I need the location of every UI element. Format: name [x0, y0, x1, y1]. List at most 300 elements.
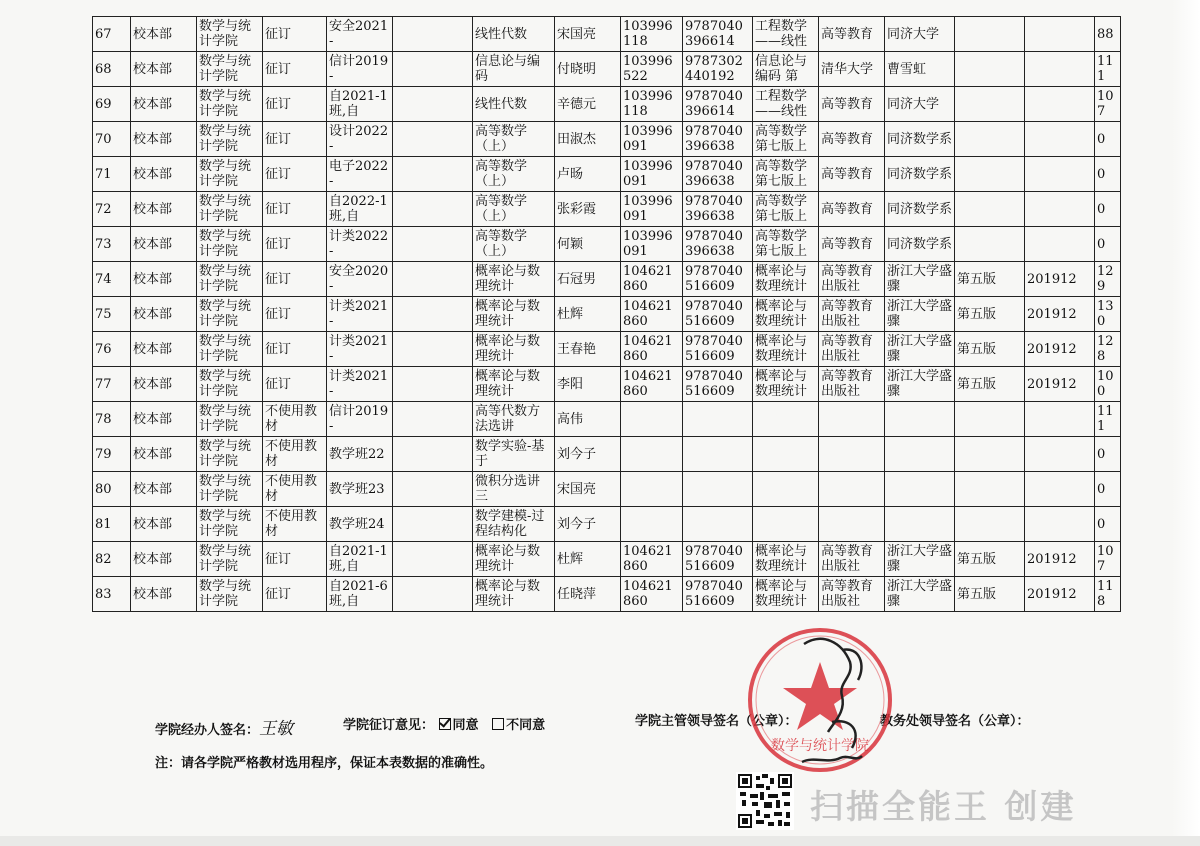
- cell-class: 自2021-6班,自: [327, 577, 393, 612]
- cell-no: 74: [93, 262, 131, 297]
- cell-isbn: 9787040516609: [683, 367, 753, 402]
- table-row: [93, 297, 1121, 332]
- cell-isbn: [683, 507, 753, 542]
- cell-campus: 校本部: [131, 87, 197, 122]
- opinion-label: 学院征订意见：: [343, 718, 435, 733]
- cell-status: 征订: [263, 52, 327, 87]
- cell-course: 线性代数: [473, 17, 555, 52]
- cell-author: 浙江大学盛骤: [885, 367, 955, 402]
- cell-author: 浙江大学盛骤: [885, 542, 955, 577]
- cell-edition: [955, 507, 1025, 542]
- cell-empty: [393, 297, 473, 332]
- cell-class: 安全2021-: [327, 17, 393, 52]
- cell-publisher: 高等教育出版社: [819, 577, 885, 612]
- cell-no: 79: [93, 437, 131, 472]
- cell-edition: 第五版: [955, 367, 1025, 402]
- cell-qty: 0: [1095, 507, 1121, 542]
- cell-author: 浙江大学盛骤: [885, 297, 955, 332]
- cell-status: 征订: [263, 157, 327, 192]
- cell-isbn: 9787040396638: [683, 227, 753, 262]
- cell-no: 77: [93, 367, 131, 402]
- cell-college: 数学与统计学院: [197, 157, 263, 192]
- cell-teacher: 刘今子: [555, 437, 621, 472]
- cell-teacher: 石冠男: [555, 262, 621, 297]
- disagree-checkbox[interactable]: [492, 718, 504, 730]
- cell-campus: 校本部: [131, 262, 197, 297]
- cell-college: 数学与统计学院: [197, 472, 263, 507]
- cell-book: 概率论与数理统计: [753, 367, 819, 402]
- cell-status: 不使用教材: [263, 472, 327, 507]
- cell-college: 数学与统计学院: [197, 507, 263, 542]
- cell-no: 71: [93, 157, 131, 192]
- cell-campus: 校本部: [131, 437, 197, 472]
- cell-no: 82: [93, 542, 131, 577]
- cell-date: [1025, 52, 1095, 87]
- cell-course: 数学建模-过程结构化: [473, 507, 555, 542]
- cell-status: 征订: [263, 122, 327, 157]
- handler-signature: 王敏: [259, 719, 294, 739]
- cell-qty: 88: [1095, 17, 1121, 52]
- cell-college: 数学与统计学院: [197, 577, 263, 612]
- cell-publisher: 清华大学: [819, 52, 885, 87]
- cell-edition: [955, 437, 1025, 472]
- cell-date: [1025, 122, 1095, 157]
- cell-class: 安全2020-: [327, 262, 393, 297]
- cell-college: 数学与统计学院: [197, 437, 263, 472]
- cell-teacher: 刘今子: [555, 507, 621, 542]
- cell-empty: [393, 437, 473, 472]
- cell-book: 信息论与编码 第: [753, 52, 819, 87]
- cell-isbn: 9787040516609: [683, 262, 753, 297]
- cell-college: 数学与统计学院: [197, 542, 263, 577]
- cell-author: [885, 507, 955, 542]
- cell-campus: 校本部: [131, 192, 197, 227]
- cell-status: 不使用教材: [263, 402, 327, 437]
- cell-author: [885, 437, 955, 472]
- cell-campus: 校本部: [131, 122, 197, 157]
- cell-course: 概率论与数理统计: [473, 297, 555, 332]
- cell-empty: [393, 87, 473, 122]
- cell-status: 征订: [263, 297, 327, 332]
- cell-isbn: 9787040396638: [683, 122, 753, 157]
- cell-code: 103996118: [621, 17, 683, 52]
- cell-no: 68: [93, 52, 131, 87]
- cell-course: 数学实验-基于: [473, 437, 555, 472]
- cell-author: 同济数学系: [885, 157, 955, 192]
- cell-book: 概率论与数理统计: [753, 297, 819, 332]
- cell-empty: [393, 367, 473, 402]
- star-icon: [783, 662, 857, 730]
- cell-code: 104621860: [621, 367, 683, 402]
- cell-date: 201912: [1025, 332, 1095, 367]
- cell-empty: [393, 262, 473, 297]
- cell-code: 103996091: [621, 157, 683, 192]
- cell-isbn: 9787040396614: [683, 87, 753, 122]
- cell-book: 工程数学——线性: [753, 17, 819, 52]
- cell-qty: 0: [1095, 227, 1121, 262]
- cell-teacher: 高伟: [555, 402, 621, 437]
- cell-author: 同济大学: [885, 17, 955, 52]
- cell-empty: [393, 122, 473, 157]
- cell-author: 同济数学系: [885, 192, 955, 227]
- cell-no: 83: [93, 577, 131, 612]
- cell-publisher: 高等教育: [819, 227, 885, 262]
- cell-course: 线性代数: [473, 87, 555, 122]
- cell-class: 教学班24: [327, 507, 393, 542]
- cell-class: 信计2019-: [327, 52, 393, 87]
- cell-publisher: [819, 507, 885, 542]
- cell-campus: 校本部: [131, 17, 197, 52]
- cell-author: 浙江大学盛骤: [885, 262, 955, 297]
- cell-isbn: 9787040516609: [683, 297, 753, 332]
- cell-edition: 第五版: [955, 262, 1025, 297]
- cell-author: 曹雪虹: [885, 52, 955, 87]
- cell-qty: 0: [1095, 157, 1121, 192]
- cell-college: 数学与统计学院: [197, 52, 263, 87]
- cell-book: [753, 507, 819, 542]
- table-row: [93, 332, 1121, 367]
- cell-status: 征订: [263, 262, 327, 297]
- disagree-label: 不同意: [506, 718, 546, 733]
- cell-college: 数学与统计学院: [197, 227, 263, 262]
- cell-status: 征订: [263, 192, 327, 227]
- cell-campus: 校本部: [131, 157, 197, 192]
- cell-isbn: 9787040516609: [683, 542, 753, 577]
- cell-status: 征订: [263, 542, 327, 577]
- cell-empty: [393, 227, 473, 262]
- cell-teacher: 王春艳: [555, 332, 621, 367]
- cell-empty: [393, 52, 473, 87]
- table-body: [93, 17, 1121, 612]
- cell-class: 信计2019-: [327, 402, 393, 437]
- cell-qty: 107: [1095, 87, 1121, 122]
- cell-date: [1025, 402, 1095, 437]
- table-row: [93, 87, 1121, 122]
- cell-teacher: 辛德元: [555, 87, 621, 122]
- page-bottom-edge: [0, 836, 1200, 846]
- cell-edition: 第五版: [955, 577, 1025, 612]
- cell-class: 计类2021-: [327, 332, 393, 367]
- cell-publisher: 高等教育出版社: [819, 332, 885, 367]
- cell-campus: 校本部: [131, 577, 197, 612]
- cell-status: 不使用教材: [263, 437, 327, 472]
- cell-college: 数学与统计学院: [197, 87, 263, 122]
- cell-course: 概率论与数理统计: [473, 367, 555, 402]
- cell-qty: 100: [1095, 367, 1121, 402]
- table-row: [93, 157, 1121, 192]
- cell-date: 201912: [1025, 577, 1095, 612]
- cell-class: 电子2022-: [327, 157, 393, 192]
- qr-code-icon: [736, 772, 794, 830]
- cell-campus: 校本部: [131, 227, 197, 262]
- cell-empty: [393, 402, 473, 437]
- table-row: [93, 262, 1121, 297]
- cell-empty: [393, 472, 473, 507]
- cell-college: 数学与统计学院: [197, 122, 263, 157]
- cell-author: [885, 472, 955, 507]
- cell-date: 201912: [1025, 297, 1095, 332]
- cell-publisher: [819, 437, 885, 472]
- cell-teacher: 张彩霞: [555, 192, 621, 227]
- cell-book: 工程数学——线性: [753, 87, 819, 122]
- cell-isbn: 9787302440192: [683, 52, 753, 87]
- cell-publisher: 高等教育出版社: [819, 367, 885, 402]
- cell-teacher: 杜辉: [555, 542, 621, 577]
- cell-no: 70: [93, 122, 131, 157]
- cell-date: [1025, 192, 1095, 227]
- cell-no: 69: [93, 87, 131, 122]
- cell-publisher: 高等教育: [819, 192, 885, 227]
- handler-signature-label: 学院经办人签名：王敏: [155, 719, 294, 739]
- cell-college: 数学与统计学院: [197, 17, 263, 52]
- cell-publisher: 高等教育: [819, 122, 885, 157]
- cell-code: 104621860: [621, 332, 683, 367]
- cell-status: 征订: [263, 367, 327, 402]
- cell-publisher: 高等教育: [819, 17, 885, 52]
- cell-class: 计类2022-: [327, 227, 393, 262]
- scanner-watermark: 扫描全能王 创建: [810, 787, 1077, 826]
- cell-campus: 校本部: [131, 52, 197, 87]
- cell-date: 201912: [1025, 262, 1095, 297]
- cell-status: 不使用教材: [263, 507, 327, 542]
- cell-author: 浙江大学盛骤: [885, 577, 955, 612]
- cell-book: 概率论与数理统计: [753, 262, 819, 297]
- cell-status: 征订: [263, 87, 327, 122]
- cell-publisher: [819, 402, 885, 437]
- cell-book: 高等数学第七版上: [753, 192, 819, 227]
- cell-qty: 0: [1095, 122, 1121, 157]
- cell-teacher: 宋国亮: [555, 472, 621, 507]
- table-row: [93, 367, 1121, 402]
- cell-teacher: 何颖: [555, 227, 621, 262]
- table-row: [93, 472, 1121, 507]
- cell-book: [753, 402, 819, 437]
- cell-course: 信息论与编码: [473, 52, 555, 87]
- cell-campus: 校本部: [131, 297, 197, 332]
- cell-no: 76: [93, 332, 131, 367]
- cell-empty: [393, 157, 473, 192]
- agree-checkbox[interactable]: [439, 718, 451, 730]
- cell-class: 自2022-1班,自: [327, 192, 393, 227]
- cell-college: 数学与统计学院: [197, 332, 263, 367]
- cell-edition: [955, 472, 1025, 507]
- college-opinion: [343, 714, 545, 733]
- cell-date: [1025, 87, 1095, 122]
- cell-book: 概率论与数理统计: [753, 577, 819, 612]
- cell-author: 同济大学: [885, 87, 955, 122]
- table-row: [93, 437, 1121, 472]
- cell-class: 计类2021-: [327, 367, 393, 402]
- cell-edition: 第五版: [955, 297, 1025, 332]
- cell-date: 201912: [1025, 367, 1095, 402]
- cell-course: 概率论与数理统计: [473, 332, 555, 367]
- cell-class: 自2021-1班,自: [327, 542, 393, 577]
- cell-teacher: 任晓萍: [555, 577, 621, 612]
- cell-qty: 111: [1095, 52, 1121, 87]
- cell-campus: 校本部: [131, 332, 197, 367]
- cell-college: 数学与统计学院: [197, 297, 263, 332]
- cell-edition: [955, 227, 1025, 262]
- cell-author: 同济数学系: [885, 227, 955, 262]
- cell-book: 概率论与数理统计: [753, 542, 819, 577]
- cell-class: 教学班23: [327, 472, 393, 507]
- cell-class: 自2021-1班,自: [327, 87, 393, 122]
- table-row: [93, 227, 1121, 262]
- cell-status: 征订: [263, 227, 327, 262]
- table-row: [93, 402, 1121, 437]
- cell-code: [621, 472, 683, 507]
- cell-isbn: 9787040396638: [683, 192, 753, 227]
- cell-publisher: [819, 472, 885, 507]
- cell-no: 81: [93, 507, 131, 542]
- cell-qty: 107: [1095, 542, 1121, 577]
- cell-book: [753, 437, 819, 472]
- cell-isbn: [683, 402, 753, 437]
- cell-class: 计类2021-: [327, 297, 393, 332]
- cell-no: 72: [93, 192, 131, 227]
- cell-code: 104621860: [621, 577, 683, 612]
- cell-teacher: 杜辉: [555, 297, 621, 332]
- cell-no: 73: [93, 227, 131, 262]
- table-row: [93, 507, 1121, 542]
- cell-book: [753, 472, 819, 507]
- cell-isbn: [683, 472, 753, 507]
- cell-code: 103996091: [621, 192, 683, 227]
- cell-code: 103996522: [621, 52, 683, 87]
- table-row: [93, 192, 1121, 227]
- cell-campus: 校本部: [131, 507, 197, 542]
- cell-qty: 0: [1095, 437, 1121, 472]
- cell-code: 104621860: [621, 262, 683, 297]
- cell-date: [1025, 437, 1095, 472]
- cell-no: 67: [93, 17, 131, 52]
- agree-label: 同意: [452, 718, 479, 733]
- cell-course: 高等数学（上）: [473, 122, 555, 157]
- cell-date: [1025, 227, 1095, 262]
- cell-qty: 118: [1095, 577, 1121, 612]
- cell-publisher: 高等教育出版社: [819, 542, 885, 577]
- table-row: [93, 17, 1121, 52]
- cell-status: 征订: [263, 17, 327, 52]
- cell-code: 103996118: [621, 87, 683, 122]
- cell-empty: [393, 542, 473, 577]
- cell-empty: [393, 192, 473, 227]
- cell-code: [621, 402, 683, 437]
- cell-status: 征订: [263, 577, 327, 612]
- cell-isbn: 9787040516609: [683, 577, 753, 612]
- cell-book: 高等数学第七版上: [753, 227, 819, 262]
- cell-book: 高等数学第七版上: [753, 122, 819, 157]
- cell-edition: 第五版: [955, 542, 1025, 577]
- cell-edition: 第五版: [955, 332, 1025, 367]
- cell-edition: [955, 122, 1025, 157]
- cell-publisher: 高等教育出版社: [819, 297, 885, 332]
- cell-date: [1025, 157, 1095, 192]
- cell-college: 数学与统计学院: [197, 402, 263, 437]
- cell-no: 78: [93, 402, 131, 437]
- cell-qty: 0: [1095, 192, 1121, 227]
- cell-book: 概率论与数理统计: [753, 332, 819, 367]
- cell-qty: 111: [1095, 402, 1121, 437]
- table-row: [93, 52, 1121, 87]
- cell-teacher: 卢旸: [555, 157, 621, 192]
- cell-code: 104621860: [621, 542, 683, 577]
- cell-college: 数学与统计学院: [197, 262, 263, 297]
- cell-no: 75: [93, 297, 131, 332]
- cell-edition: [955, 402, 1025, 437]
- note-text: 注：请各学院严格教材选用程序，保证本表数据的准确性。: [155, 756, 494, 771]
- cell-course: 高等数学（上）: [473, 192, 555, 227]
- textbook-order-table: [92, 16, 1121, 612]
- table-row: [93, 577, 1121, 612]
- cell-no: 80: [93, 472, 131, 507]
- cell-class: 教学班22: [327, 437, 393, 472]
- page-edge: [1172, 0, 1200, 846]
- college-seal-stamp: [742, 622, 898, 778]
- cell-date: 201912: [1025, 542, 1095, 577]
- cell-isbn: 9787040396638: [683, 157, 753, 192]
- cell-edition: [955, 87, 1025, 122]
- cell-code: 103996091: [621, 227, 683, 262]
- cell-author: [885, 402, 955, 437]
- cell-teacher: 李阳: [555, 367, 621, 402]
- cell-code: [621, 507, 683, 542]
- cell-campus: 校本部: [131, 402, 197, 437]
- cell-isbn: 9787040516609: [683, 332, 753, 367]
- cell-course: 概率论与数理统计: [473, 262, 555, 297]
- cell-date: [1025, 472, 1095, 507]
- cell-course: 概率论与数理统计: [473, 542, 555, 577]
- cell-class: 设计2022-: [327, 122, 393, 157]
- cell-edition: [955, 52, 1025, 87]
- cell-publisher: 高等教育出版社: [819, 262, 885, 297]
- cell-publisher: 高等教育: [819, 157, 885, 192]
- cell-qty: 128: [1095, 332, 1121, 367]
- cell-publisher: 高等教育: [819, 87, 885, 122]
- cell-course: 高等数学（上）: [473, 157, 555, 192]
- cell-empty: [393, 17, 473, 52]
- cell-isbn: 9787040396614: [683, 17, 753, 52]
- cell-course: 概率论与数理统计: [473, 577, 555, 612]
- cell-edition: [955, 17, 1025, 52]
- cell-author: 同济数学系: [885, 122, 955, 157]
- cell-code: 104621860: [621, 297, 683, 332]
- cell-book: 高等数学第七版上: [753, 157, 819, 192]
- cell-qty: 0: [1095, 472, 1121, 507]
- cell-campus: 校本部: [131, 472, 197, 507]
- cell-qty: 129: [1095, 262, 1121, 297]
- cell-empty: [393, 332, 473, 367]
- cell-campus: 校本部: [131, 542, 197, 577]
- cell-college: 数学与统计学院: [197, 192, 263, 227]
- cell-teacher: 付晓明: [555, 52, 621, 87]
- cell-empty: [393, 577, 473, 612]
- stamp-text: 数学与统计学院: [771, 738, 869, 754]
- cell-status: 征订: [263, 332, 327, 367]
- college-leader-signature-label: 学院主管领导签名（公章）：: [635, 714, 798, 729]
- table-row: [93, 122, 1121, 157]
- cell-teacher: 田淑杰: [555, 122, 621, 157]
- academic-affairs-signature-label: 教务处领导签名（公章）：: [880, 714, 1030, 729]
- cell-date: [1025, 507, 1095, 542]
- cell-college: 数学与统计学院: [197, 367, 263, 402]
- cell-code: 103996091: [621, 122, 683, 157]
- cell-edition: [955, 157, 1025, 192]
- cell-campus: 校本部: [131, 367, 197, 402]
- cell-author: 浙江大学盛骤: [885, 332, 955, 367]
- cell-course: 高等数学（上）: [473, 227, 555, 262]
- cell-date: [1025, 17, 1095, 52]
